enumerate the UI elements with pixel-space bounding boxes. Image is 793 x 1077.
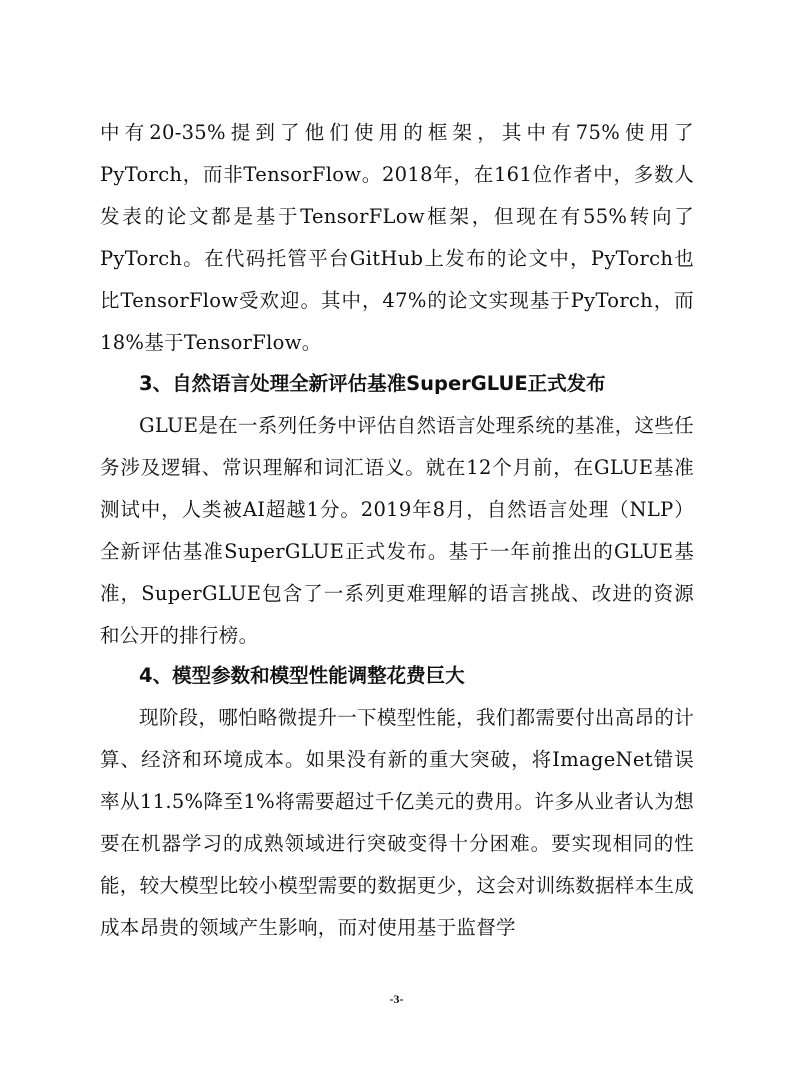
page-number: -3-: [389, 992, 404, 1006]
paragraph-framework-usage: 中有20-35%提到了他们使用的框架，其中有75%使用了PyTorch，而非TensorFlow。2018年，在161位作者中，多数人发表的论文都是基于TensorFLow框架，但现在有55%转向了PyTorch。在代码托管平台GitHub上发布的论文中，PyTorch也比TensorFlow受欢迎。其中，47%的论文实现基于PyTorch，而18%基于TensorFlow。: [100, 121, 694, 354]
paragraph-superglue: GLUE是在一系列任务中评估自然语言处理系统的基准，这些任务涉及逻辑、常识理解和词汇语义。就在12个月前，在GLUE基准测试中，人类被AI超越1分。2019年8月，自然语言处理（NLP）全新评估基准SuperGLUE正式发布。基于一年前推出的GLUE基准，SuperGLUE包含了一系列更难理解的语言挑战、改进的资源和公开的排行榜。: [100, 414, 694, 647]
section-heading-superglue: 3、自然语言处理全新评估基准SuperGLUE正式发布: [139, 372, 606, 395]
paragraph-model-cost: 现阶段，哪怕略微提升一下模型性能，我们都需要付出高昂的计算、经济和环境成本。如果没有新的重大突破，将ImageNet错误率从11.5%降至1%将需要超过千亿美元的费用。许多从业者认为想要在机器学习的成熟领域进行突破变得十分困难。要实现相同的性能，较大模型比较小模型需要的数据更少，这会对训练数据样本生成成本昂贵的领域产生影响，而对使用基于监督学: [100, 706, 695, 939]
section-heading-model-cost: 4、模型参数和模型性能调整花费巨大: [139, 664, 465, 687]
